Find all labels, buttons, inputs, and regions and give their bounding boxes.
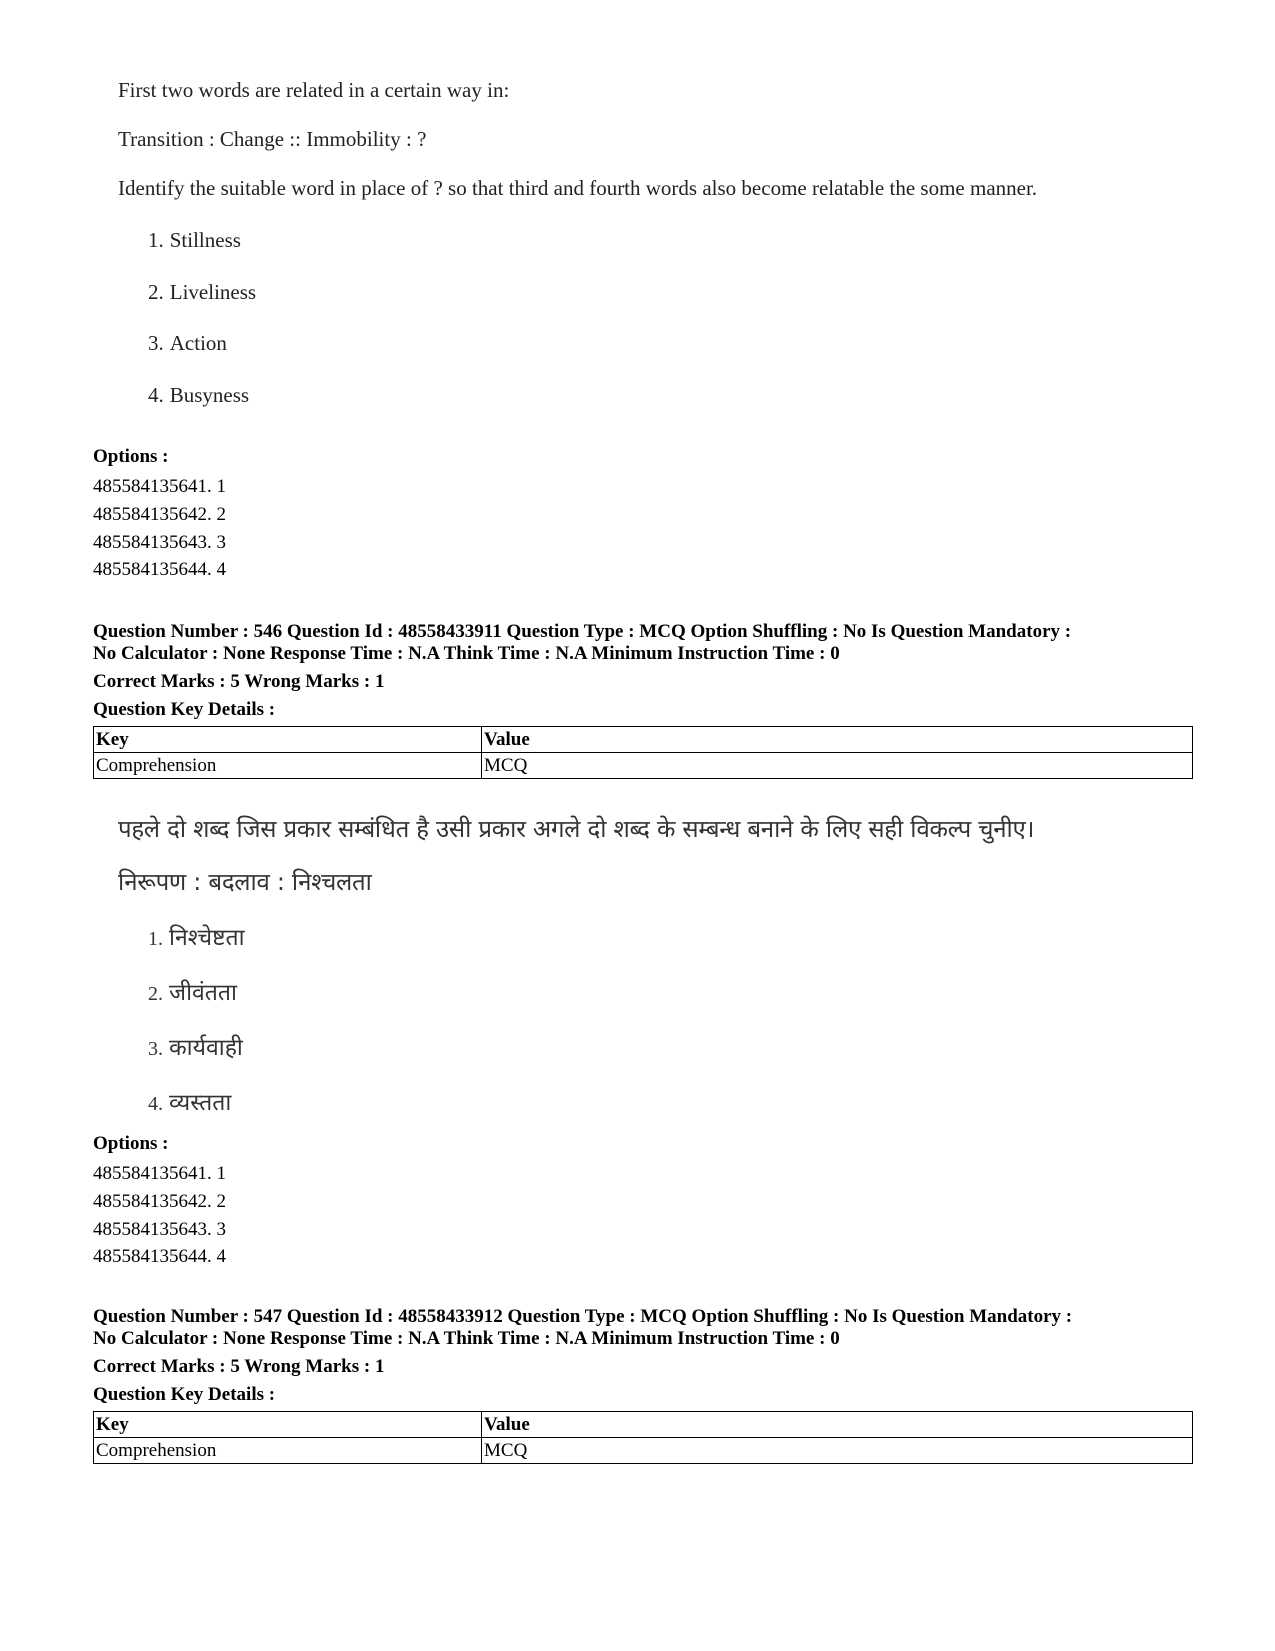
option-id: 485584135641. 1 <box>93 1163 226 1184</box>
option-id: 485584135644. 4 <box>93 559 226 581</box>
choice-item: 3. Action <box>148 331 227 355</box>
key-details-label: Question Key Details : <box>93 1384 276 1405</box>
choice-item: 4. Busyness <box>148 383 250 407</box>
table-header-cell: Value <box>482 727 1193 753</box>
table-row <box>94 1438 1193 1464</box>
option-id: 485584135642. 2 <box>93 1190 226 1212</box>
option-id: 485584135644. 4 <box>93 1246 226 1268</box>
table-header-row <box>94 1412 1193 1438</box>
stem-line: निरूपण : बदलाव : निश्चलता <box>118 868 372 896</box>
question-meta: Question Number : 546 Question Id : 48558433911 Question Type : MCQ Option Shuffling : No Is Question Mandatory : <box>93 621 1072 642</box>
choice-item: 3. कार्यवाही <box>148 1035 243 1061</box>
question-meta: No Calculator : None Response Time : N.A Think Time : N.A Minimum Instruction Time : 0 <box>93 643 840 664</box>
table-cell: Comprehension <box>94 1438 482 1464</box>
table-header-cell: Key <box>94 1412 482 1438</box>
key-details-table <box>93 1411 1193 1464</box>
options-label: Options : <box>93 1133 169 1154</box>
table-header-cell: Key <box>94 727 482 753</box>
question-meta: Question Number : 547 Question Id : 48558433912 Question Type : MCQ Option Shuffling : No Is Question Mandatory : <box>93 1306 1073 1327</box>
key-details-label: Question Key Details : <box>93 699 276 720</box>
stem-line: पहले दो शब्द जिस प्रकार सम्बंधित है उसी प्रकार अगले दो शब्द के सम्बन्ध बनाने के लिए सही विकल्प चुनीए। <box>118 815 1035 843</box>
stem-line: First two words are related in a certain way in: <box>118 78 510 102</box>
stem-line: Identify the suitable word in place of ? so that third and fourth words also become relatable the some manner. <box>118 176 1038 200</box>
table-header-row <box>94 727 1193 753</box>
table-header-cell: Value <box>482 1412 1193 1438</box>
choice-item: 1. निश्चेष्टता <box>148 925 245 951</box>
key-details-table <box>93 726 1193 779</box>
marks-line: Correct Marks : 5 Wrong Marks : 1 <box>93 1356 385 1377</box>
marks-line: Correct Marks : 5 Wrong Marks : 1 <box>93 671 385 692</box>
option-id: 485584135643. 3 <box>93 1218 226 1240</box>
table-row <box>94 753 1193 779</box>
option-id: 485584135643. 3 <box>93 531 226 553</box>
stem-line: Transition : Change :: Immobility : ? <box>118 127 427 151</box>
table-cell: MCQ <box>482 1438 1193 1464</box>
choice-item: 1. Stillness <box>148 228 241 252</box>
option-id: 485584135642. 2 <box>93 503 226 525</box>
question-meta: No Calculator : None Response Time : N.A Think Time : N.A Minimum Instruction Time : 0 <box>93 1328 840 1349</box>
choice-item: 4. व्यस्तता <box>148 1090 232 1116</box>
choice-item: 2. जीवंतता <box>148 980 237 1006</box>
table-cell: MCQ <box>482 753 1193 779</box>
options-list <box>93 473 226 584</box>
option-id: 485584135641. 1 <box>93 476 226 497</box>
choice-item: 2. Liveliness <box>148 280 257 304</box>
options-list <box>93 1160 226 1271</box>
table-cell: Comprehension <box>94 753 482 779</box>
options-label: Options : <box>93 446 169 467</box>
